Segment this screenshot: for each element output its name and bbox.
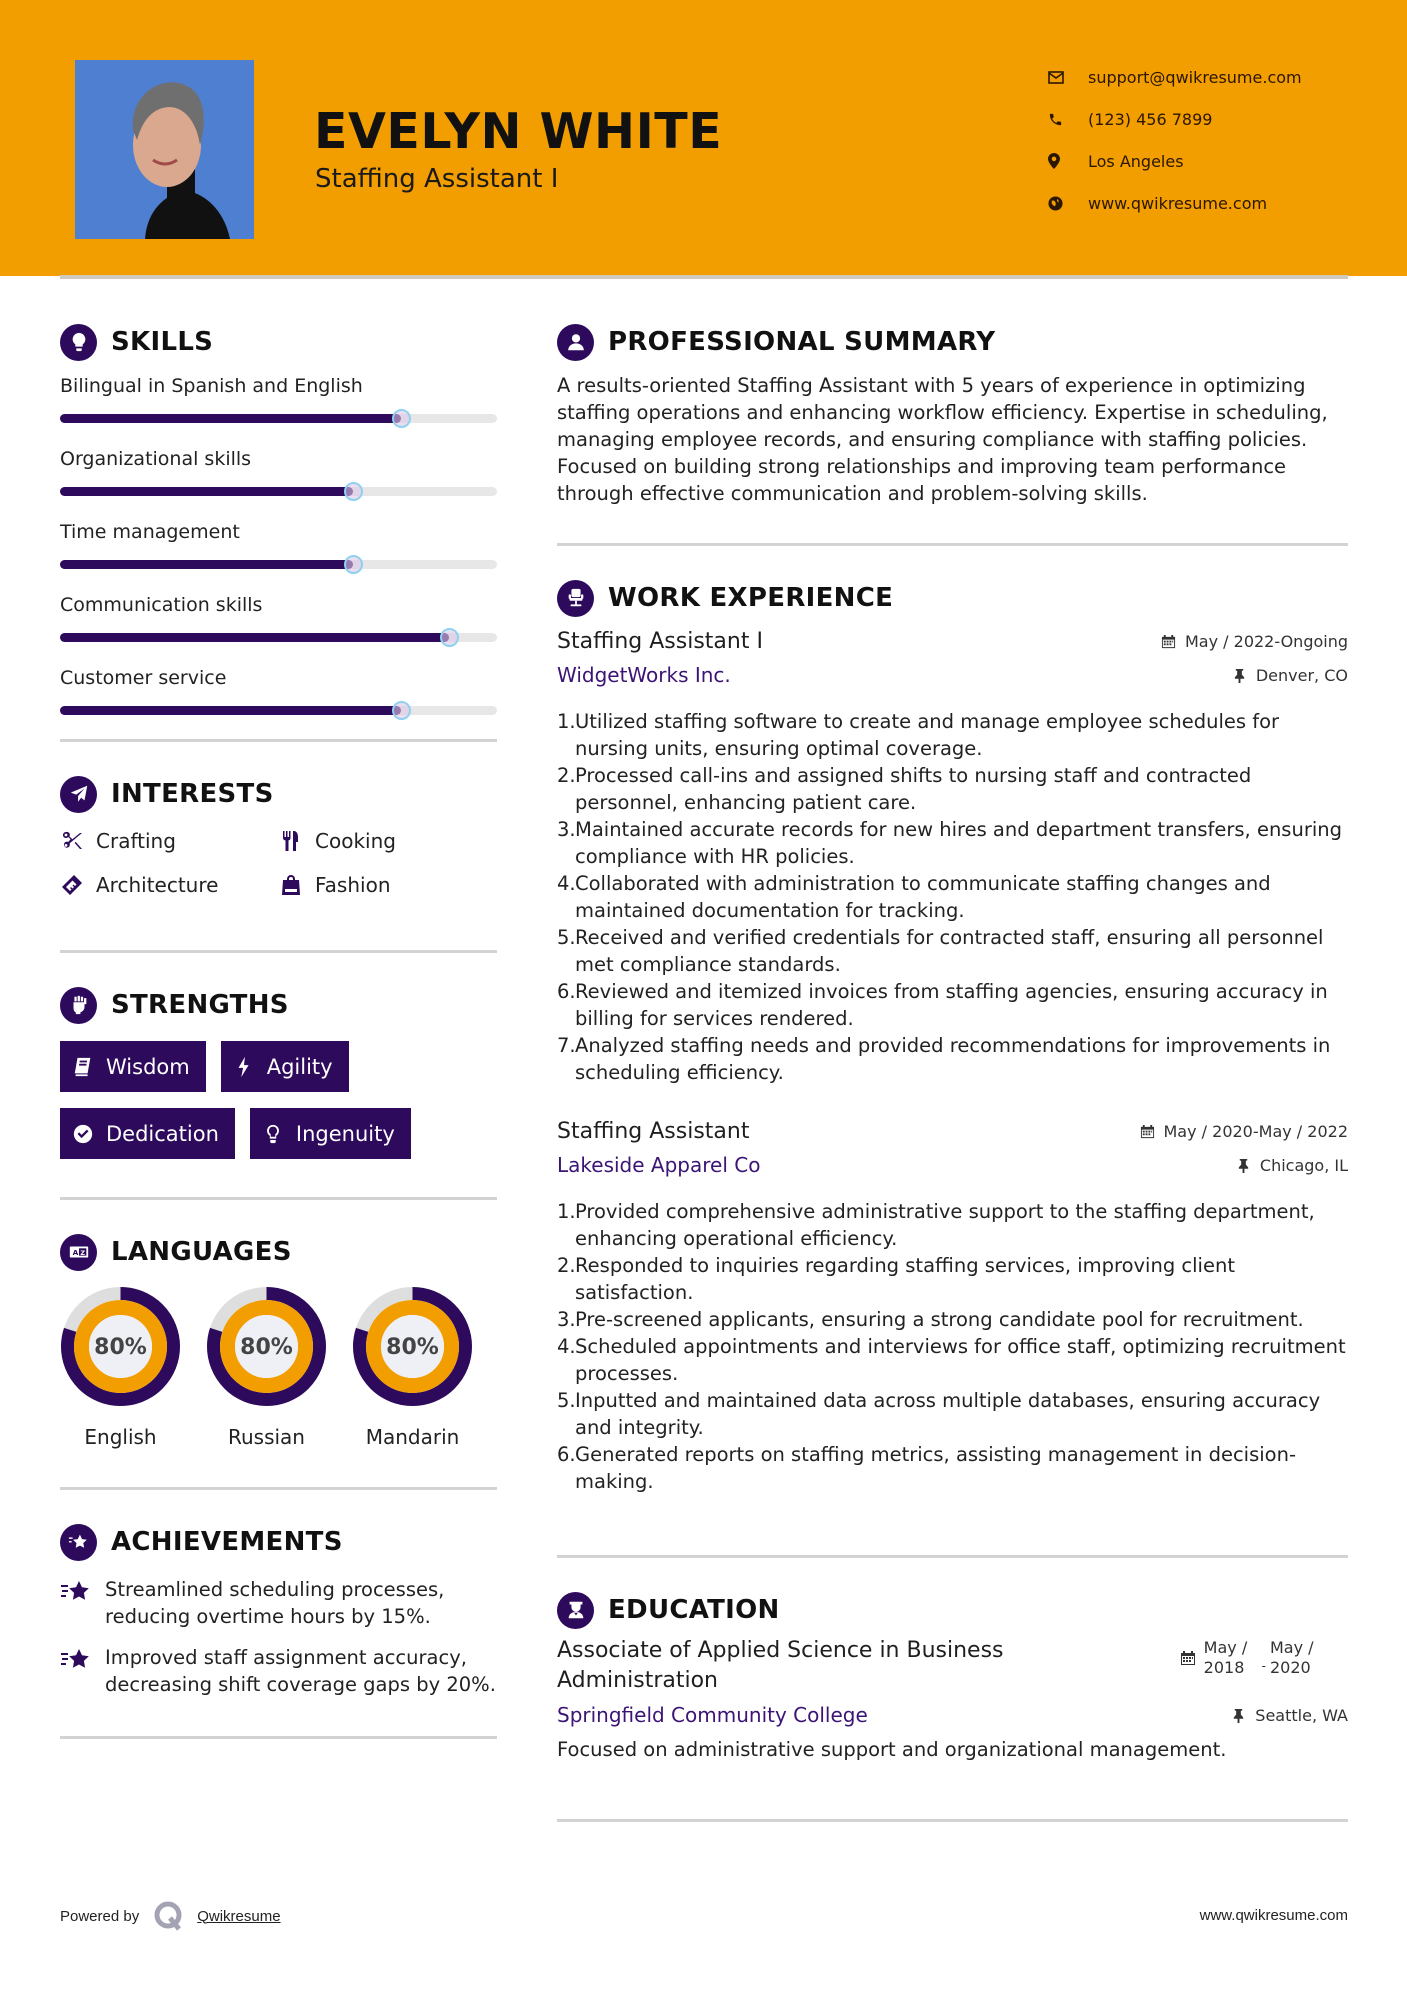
experience-title: WORK EXPERIENCE [608, 583, 894, 613]
job-bullet: 2. Responded to inquiries regarding staffing services, improving client satisfaction. [557, 1254, 1235, 1304]
language-percent: 80% [94, 1335, 147, 1360]
strength-tag [60, 1108, 235, 1159]
job-bullet: 7. Analyzed staffing needs and provided recommendations for improvements in scheduling efficiency. [557, 1034, 1331, 1084]
interest-item [60, 870, 279, 900]
education-location [1231, 1706, 1348, 1725]
skill-fill [60, 414, 401, 423]
skill-label: Time management [60, 521, 240, 543]
calendar-icon [1180, 1650, 1196, 1666]
job-dates-text: May / 2022-Ongoing [1185, 631, 1348, 651]
job-title: Staffing Assistant [557, 1118, 750, 1144]
skills-heading [60, 320, 497, 364]
bolt-icon [233, 1056, 255, 1078]
user-icon [557, 324, 594, 361]
skill-item [60, 518, 497, 569]
job-location [1232, 666, 1348, 685]
language-donut [206, 1286, 327, 1407]
skill-knob [392, 409, 411, 428]
contact-list [1048, 56, 1302, 224]
scissors-icon [60, 829, 96, 853]
strengths-section [60, 983, 497, 1159]
resume-header [0, 0, 1407, 276]
summary-text: A results-oriented Staffing Assistant with 5 years of experience in optimizing staffing operations and enhancing workflow efficiency. Expertise in scheduling, managing employee records, and ensuring compliance with staffing policies. Focused on building strong relationships and improving team performance through effective communication and problem-solving skills. [557, 374, 1328, 505]
skill-fill [60, 560, 353, 569]
skill-bar [60, 560, 497, 569]
section-divider [60, 1736, 497, 1739]
strength-label: Agility [266, 1054, 333, 1079]
strengths-tags [60, 1041, 497, 1159]
skill-bar [60, 414, 497, 423]
interest-label: Crafting [96, 829, 176, 853]
map-marker-icon [1048, 153, 1088, 169]
education-section [557, 1588, 1348, 1763]
contact-website-text: www.qwikresume.com [1088, 193, 1268, 213]
language-item [352, 1286, 473, 1449]
interests-grid [60, 826, 497, 900]
paper-plane-icon [60, 776, 97, 813]
footer-website[interactable]: www.qwikresume.com [1199, 1907, 1348, 1924]
skill-label: Organizational skills [60, 448, 252, 470]
education-start: May / 2018 [1203, 1638, 1248, 1677]
skills-title: SKILLS [111, 327, 214, 357]
portrait-image [75, 60, 254, 239]
utensils-icon [279, 829, 315, 853]
contact-phone-text: (123) 456 7899 [1088, 109, 1213, 129]
job-bullet: 1. Provided comprehensive administrative support to the staffing department, enhancing operational efficiency. [557, 1200, 1315, 1250]
calendar-icon [1161, 634, 1176, 649]
job-location-text: Chicago, IL [1259, 1155, 1348, 1175]
achievements-title: ACHIEVEMENTS [111, 1527, 343, 1557]
achievement-text: Improved staff assignment accuracy, decreasing shift coverage gaps by 20%. [105, 1646, 496, 1696]
skill-item [60, 591, 497, 642]
job-entry [557, 1114, 1348, 1495]
job-bullet: 5. Received and verified credentials for contracted staff, ensuring all personnel met compliance standards. [557, 926, 1324, 976]
language-percent: 80% [240, 1335, 293, 1360]
star-badge-icon [60, 1524, 97, 1561]
contact-location [1048, 140, 1302, 182]
qwikresume-logo-icon [153, 1900, 185, 1932]
book-icon [72, 1056, 94, 1078]
job-dates [1161, 632, 1348, 651]
right-column [557, 320, 1348, 1822]
summary-heading [557, 320, 1348, 364]
skill-bar [60, 633, 497, 642]
school-name: Springfield Community College [557, 1703, 868, 1727]
skill-label: Bilingual in Spanish and English [60, 375, 363, 397]
strength-label: Dedication [106, 1121, 219, 1146]
language-name: English [84, 1425, 157, 1449]
achievement-item [60, 1644, 497, 1698]
job-company-row [557, 1148, 1348, 1182]
phone-icon [1048, 112, 1088, 127]
language-donut [352, 1286, 473, 1407]
language-name: Russian [227, 1425, 305, 1449]
section-divider [557, 1555, 1348, 1558]
strength-tag [60, 1041, 206, 1092]
company-name: WidgetWorks Inc. [557, 663, 731, 687]
svg-text:Z: Z [79, 1248, 85, 1257]
achievement-item [60, 1576, 497, 1630]
skill-item [60, 445, 497, 496]
interest-item [60, 826, 279, 856]
header-divider [60, 275, 1348, 279]
skill-item [60, 664, 497, 715]
qwikresume-link[interactable]: Qwikresume [197, 1907, 281, 1925]
skill-knob [392, 701, 411, 720]
degree-title: Associate of Applied Science in Business Administration [557, 1638, 1004, 1693]
contact-location-text: Los Angeles [1088, 151, 1184, 171]
contact-website[interactable] [1048, 182, 1302, 224]
footer-powered-by [60, 1900, 281, 1932]
job-bullet: 4. Scheduled appointments and interviews for office staff, optimizing recruitment processes. [557, 1335, 1346, 1385]
interest-label: Fashion [315, 873, 391, 897]
job-bullet: 4. Collaborated with administration to communicate staffing changes and maintained documentation for tracking. [557, 872, 1271, 922]
svg-text:A: A [72, 1248, 78, 1258]
job-title-row [557, 624, 1348, 658]
summary-title: PROFESSIONAL SUMMARY [608, 327, 996, 357]
shopping-bag-icon [279, 873, 315, 897]
job-dates-text: May / 2020-May / 2022 [1163, 1121, 1348, 1141]
languages-section [60, 1230, 497, 1449]
interests-heading [60, 772, 497, 816]
envelope-icon [1048, 71, 1088, 84]
skill-label: Customer service [60, 667, 227, 689]
interests-section [60, 772, 497, 900]
summary-section [557, 320, 1348, 507]
candidate-title: Staffing Assistant I [315, 164, 559, 194]
skill-label: Communication skills [60, 594, 263, 616]
skills-section [60, 320, 497, 715]
skill-bar [60, 487, 497, 496]
education-description: Focused on administrative support and organizational management. [557, 1738, 1227, 1761]
education-dates [1180, 1638, 1328, 1678]
section-divider [60, 1487, 497, 1490]
strength-label: Ingenuity [295, 1121, 395, 1146]
candidate-name: EVELYN WHITE [314, 103, 723, 160]
section-divider [60, 1197, 497, 1200]
contact-email[interactable] [1048, 56, 1302, 98]
education-school-row [557, 1696, 1348, 1734]
language-item [60, 1286, 181, 1449]
job-dates [1140, 1122, 1349, 1141]
education-title: EDUCATION [608, 1595, 780, 1625]
strength-label: Wisdom [106, 1054, 190, 1079]
language-icon [60, 1234, 97, 1271]
interest-item [279, 870, 497, 900]
language-item [206, 1286, 327, 1449]
interest-item [279, 826, 497, 856]
section-divider [60, 950, 497, 953]
languages-heading [60, 1230, 497, 1274]
job-bullet: 2. Processed call-ins and assigned shifts to nursing staff and contracted personnel, enhancing patient care. [557, 764, 1252, 814]
profile-photo [75, 60, 254, 239]
fist-icon [60, 987, 97, 1024]
job-entry [557, 624, 1348, 1086]
skill-fill [60, 633, 449, 642]
strengths-title: STRENGTHS [111, 990, 289, 1020]
interest-label: Cooking [315, 829, 396, 853]
graduate-icon [557, 1592, 594, 1629]
lightbulb-icon [60, 324, 97, 361]
language-donut [60, 1286, 181, 1407]
achievements-heading [60, 1520, 497, 1564]
contact-email-text: support@qwikresume.com [1088, 67, 1302, 87]
pushpin-icon [1236, 1158, 1251, 1173]
strengths-heading [60, 983, 497, 1027]
strength-tag [221, 1041, 349, 1092]
job-bullet: 6. Generated reports on staffing metrics, assisting management in decision-making. [557, 1443, 1297, 1493]
job-bullet: 1. Utilized staffing software to create and manage employee schedules for nursing units, ensuring optimal coverage. [557, 710, 1280, 760]
job-bullet: 5. Inputted and maintained data across multiple databases, ensuring accuracy and integrity. [557, 1389, 1321, 1439]
skill-bar [60, 706, 497, 715]
interests-title: INTERESTS [111, 779, 274, 809]
contact-phone[interactable] [1048, 98, 1302, 140]
job-location [1236, 1156, 1348, 1175]
education-location-text: Seattle, WA [1255, 1705, 1348, 1725]
interest-label: Architecture [96, 873, 219, 897]
date-separator: - [1261, 1659, 1266, 1673]
languages-title: LANGUAGES [111, 1237, 292, 1267]
lightbulb-icon [262, 1123, 284, 1145]
section-divider [557, 1819, 1348, 1822]
section-divider [557, 543, 1348, 546]
languages-list [60, 1286, 497, 1449]
skill-fill [60, 487, 353, 496]
job-bullet: 3. Pre-screened applicants, ensuring a strong candidate pool for recruitment. [557, 1308, 1304, 1331]
education-degree-row [557, 1636, 1348, 1696]
language-percent: 80% [386, 1335, 439, 1360]
language-name: Mandarin [365, 1425, 460, 1449]
pushpin-icon [1232, 668, 1247, 683]
job-title: Staffing Assistant I [557, 628, 763, 654]
skill-knob [440, 628, 459, 647]
calendar-icon [1140, 1124, 1155, 1139]
shooting-star-icon [60, 1576, 105, 1630]
skill-knob [344, 555, 363, 574]
skill-fill [60, 706, 401, 715]
job-location-text: Denver, CO [1255, 665, 1348, 685]
education-end: May / 2020 [1270, 1638, 1314, 1677]
ruler-icon [60, 873, 96, 897]
globe-icon [1048, 196, 1088, 211]
skill-knob [344, 482, 363, 501]
powered-by-text: Powered by [60, 1907, 140, 1925]
strength-tag [250, 1108, 411, 1159]
job-bullets [557, 708, 1348, 1086]
left-column [60, 320, 497, 1739]
job-company-row [557, 658, 1348, 692]
achievement-text: Streamlined scheduling processes, reducing overtime hours by 15%. [105, 1578, 445, 1628]
company-name: Lakeside Apparel Co [557, 1153, 761, 1177]
office-chair-icon [557, 580, 594, 617]
job-bullet: 3. Maintained accurate records for new hires and department transfers, ensuring compliance with HR policies. [557, 818, 1342, 868]
job-bullet: 6. Reviewed and itemized invoices from staffing agencies, ensuring accuracy in billing for services rendered. [557, 980, 1328, 1030]
check-circle-icon [72, 1123, 94, 1145]
job-bullets [557, 1198, 1348, 1495]
pushpin-icon [1231, 1708, 1246, 1723]
job-title-row [557, 1114, 1348, 1148]
skill-item [60, 372, 497, 423]
shooting-star-icon [60, 1644, 105, 1698]
experience-section [557, 576, 1348, 1495]
achievements-section [60, 1520, 497, 1698]
education-heading [557, 1588, 1348, 1632]
section-divider [60, 739, 497, 742]
experience-heading [557, 576, 1348, 620]
